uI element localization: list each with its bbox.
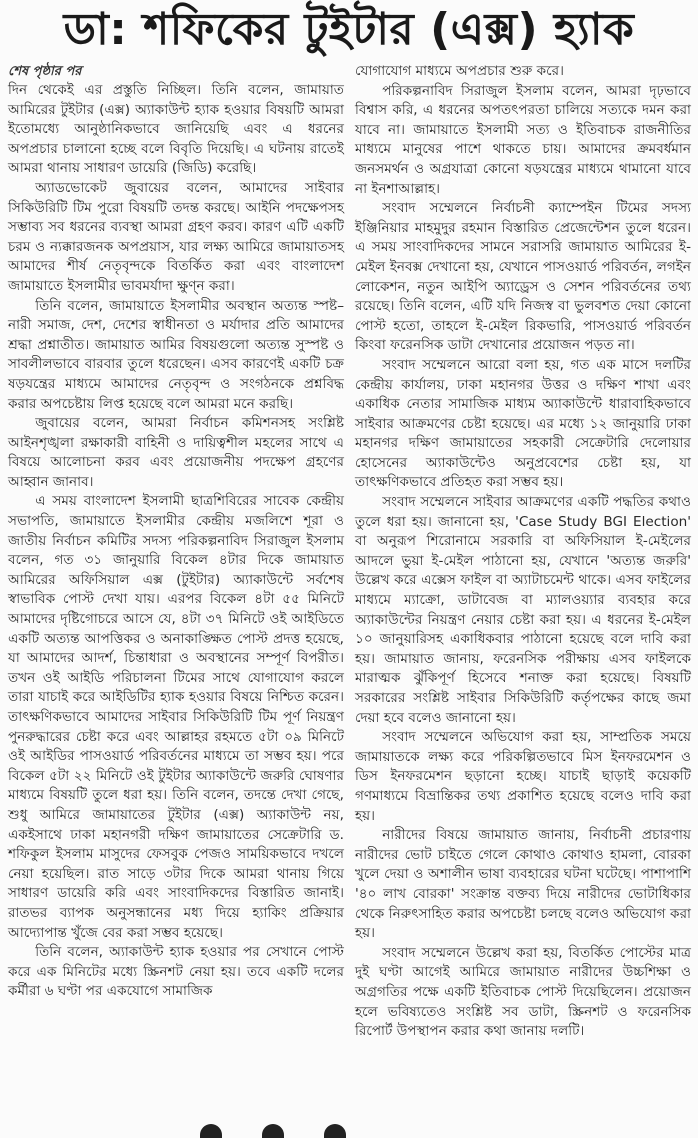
continued-from-label: শেষ পৃষ্ঠার পর <box>8 64 82 79</box>
article-column-left <box>8 62 344 1002</box>
article-paragraph: এ সময় বাংলাদেশ ইসলামী ছাত্রশিবিরের সাবেক কেন্দ্রীয় সভাপতি, জামায়াতে ইসলামীর কেন্দ্রীয় মজলিশে শূরা ও জাতীয় নির্বাচন কমিটির সদস্য পরিকল্পনাবিদ সিরাজুল ইসলাম বলেন, গত ৩১ জানুয়ারি বিকেল ৪টার দিকে জামায়াত আমিরের অফিসিয়াল এক্স (টুইটার) অ্যাকাউন্টে সর্বশেষ স্বাভাবিক পোস্ট দেখা যায়। এরপর বিকেল ৪টা ৫৫ মিনিটে আমাদের দৃষ্টিগোচরে আসে যে, ৪টা ৩৭ মিনিটে ওই আইডিতে একটি অত্যন্ত আপত্তিকর ও অনাকাঙ্ক্ষিত পোস্ট প্রদত্ত হয়েছে, যা আমাদের আদর্শ, চিন্তাধারা ও অবস্থানের সম্পূর্ণ বিপরীত। তখন ওই আইডি পরিচালনা টিমের সাথে যোগাযোগ করলে তারা যাচাই করে আইডিটির হ্যাক হওয়ার বিষয়ে নিশ্চিত করেন। তাৎক্ষণিকভাবে আমাদের সাইবার সিকিউরিটি টিম পূর্ণ নিয়ন্ত্রণ পুনরুদ্ধারের চেষ্টা করে এবং আল্লাহর রহমতে ৫টা ০৯ মিনিটে ওই আইডির পাসওয়ার্ড পরিবর্তনের মাধ্যমে তা সম্ভব হয়। পরে বিকেল ৫টা ২২ মিনিটে ওই টুইটার অ্যাকাউন্টে জরুরি ঘোষণার মাধ্যমে বিষয়টি তুলে ধরা হয়। তিনি বলেন, তদন্তে দেখা গেছে, শুধু আমিরে জামায়াতের টুইটার (এক্স) অ্যাকাউন্ট নয়, একইসাথে ঢাকা মহানগরী দক্ষিণ জামায়াতের সেক্রেটারি ড. শফিকুল ইসলাম মাসুদের ফেসবুক পেজও সাময়িকভাবে দখলে নেয়া হয়েছিল। রাত সাড়ে ৩টার দিকে আমরা থানায় গিয়ে সাধারণ ডায়েরি করি এবং সাংবাদিকদের বিস্তারিত জানাই। রাতভর ব্যাপক অনুসন্ধানের মধ্য দিয়ে হ্যাকিং প্রক্রিয়ার আদ্যোপান্ত খুঁজে বের করা সম্ভব হয়েছে। <box>8 493 344 941</box>
cropped-next-headline-fragment <box>200 1124 500 1138</box>
article-paragraph: পরিকল্পনাবিদ সিরাজুল ইসলাম বলেন, আমরা দৃঢ়ভাবে বিশ্বাস করি, এ ধরনের অপতৎপরতা চালিয়ে সত্যকে দমন করা যাবে না। জামায়াতে ইসলামী সত্য ও ইতিবাচক রাজনীতির মাধ্যমে মানুষের পাশে থাকতে চায়। আমাদের ক্রমবর্ধমান জনসমর্থন ও অগ্রযাত্রা কোনো ষড়যন্ত্রের মাধ্যমে থামানো যাবে না ইনশাআল্লাহ। <box>355 82 691 197</box>
article-paragraph: যোগাযোগ মাধ্যমে অপপ্রচার শুরু করে। <box>355 63 564 79</box>
article-paragraph: দিন থেকেই এর প্রস্তুতি নিচ্ছিল। তিনি বলেন, জামায়াত আমিরের টুইটার (এক্স) অ্যাকাউন্ট হ্যাক হওয়ার বিষয়টি আমরা ইতোমধ্যে আনুষ্ঠানিকভাবে জানিয়েছি এবং এ ধরনের অপপ্রচার চালানো হচ্ছে বলে বিবৃতি দিয়েছি। এ ঘটনায় রাতেই আমরা থানায় সাধারণ ডায়েরি (জিডি) করেছি। <box>8 82 344 177</box>
article-headline: ডা: শফিকের টুইটার (এক্স) হ্যাক <box>63 4 635 55</box>
article-paragraph: সংবাদ সম্মেলনে অভিযোগ করা হয়, সাম্প্রতিক সময়ে জামায়াতকে লক্ষ্য করে পরিকল্পিতভাবে মিস ইনফরমেশন ও ডিস ইনফরমেশন ছড়ানো হচ্ছে। যাচাই ছাড়াই কয়েকটি গণমাধ্যমে বিভ্রান্তিকর তথ্য প্রকাশিত হয়েছে বলেও দাবি করা হয়। <box>355 729 691 824</box>
glyph-fragment <box>324 1124 346 1138</box>
article-paragraph: সংবাদ সম্মেলনে সাইবার আক্রমণের একটি পদ্ধতির কথাও তুলে ধরা হয়। জানানো হয়, 'Case Study BGI Election' বা অনুরূপ শিরোনামে সরকারি বা অফিসিয়াল ই-মেইলের আদলে ভুয়া ই-মেইল পাঠানো হয়, যেখানে 'অত্যন্ত জরুরি' উল্লেখ করে এক্সেস ফাইল বা অ্যাটাচমেন্ট থাকে। এসব ফাইলের মাধ্যমে ম্যাক্রো, ডাটাবেজ বা ম্যালওয়্যার ব্যবহার করে অ্যাকাউন্টের নিয়ন্ত্রণ নেয়ার চেষ্টা করা হয়। এ ধরনের ই-মেইল ১০ জানুয়ারিসহ একাধিকবার পাঠানো হয়েছে বলে দাবি করা হয়। জামায়াত জানায়, ফরেনসিক পরীক্ষায় এসব ফাইলকে মারাত্মক ঝুঁকিপূর্ণ হিসেবে শনাক্ত করা হয়েছে। বিষয়টি সরকারের সংশ্লিষ্ট সাইবার সিকিউরিটি কর্তৃপক্ষের কাছে জমা দেয়া হবে বলেও জানানো হয়। <box>355 494 691 726</box>
article-paragraph: অ্যাডভোকেট জুবায়ের বলেন, আমাদের সাইবার সিকিউরিটি টিম পুরো বিষয়টি তদন্ত করছে। আইনি পদক্ষেপসহ সম্ভাব্য সব ধরনের ব্যবস্থা আমরা গ্রহণ করব। কারণ এটি একটি চরম ও ন্যক্কারজনক অপপ্রয়াস, যার লক্ষ্য আমিরে জামায়াতসহ আমাদের শীর্ষ নেতৃবৃন্দকে বিতর্কিত করা এবং বাংলাদেশ জামায়াতে ইসলামীর ভাবমর্যাদা ক্ষুণ্ন করা। <box>8 179 344 294</box>
article-column-right <box>355 62 691 1042</box>
article-paragraph: তিনি বলেন, জামায়াতে ইসলামীর অবস্থান অত্যন্ত স্পষ্ট– নারী সমাজ, দেশ, দেশের স্বাধীনতা ও মর্যাদার প্রতি আমাদের শ্রদ্ধা প্রশ্নাতীত। জামায়াত আমির বিষয়গুলো অত্যন্ত সুস্পষ্ট ও সাবলীলভাবে বারবার তুলে ধরেছেন। এসব কারণেই একটি চক্র ষড়যন্ত্রের মাধ্যমে আমাদের নেতৃবৃন্দ ও সংগঠনকে প্রশ্নবিদ্ধ করার অপচেষ্টায় লিপ্ত হয়েছে বলে আমরা মনে করছি। <box>8 297 344 412</box>
article-paragraph: নারীদের বিষয়ে জামায়াত জানায়, নির্বাচনী প্রচারণায় নারীদের ভোট চাইতে গেলে কোথাও কোথাও হামলা, বোরকা খুলে দেয়া ও অশালীন ভাষা ব্যবহারের ঘটনা ঘটেছে। পাশাপাশি '৪০ লাখ বোরকা' সংক্রান্ত বক্তব্য দিয়ে নারীদের ভোটাধিকার থেকে নিরুৎসাহিত করার অপচেষ্টা চলছে বলেও অভিযোগ করা হয়। <box>355 827 691 942</box>
article-paragraph: সংবাদ সম্মেলনে আরো বলা হয়, গত এক মাসে দলটির কেন্দ্রীয় কার্যালয়, ঢাকা মহানগর উত্তর ও দক্ষিণ শাখা এবং একাধিক নেতার সামাজিক মাধ্যম অ্যাকাউন্টে ধারাবাহিকভাবে সাইবার আক্রমণের চেষ্টা হয়েছে। এর মধ্যে ১২ জানুয়ারি ঢাকা মহানগর দক্ষিণ জামায়াতের সহকারী সেক্রেটারি দেলোয়ার হোসেনের অ্যাকাউন্টেও অনুপ্রবেশের চেষ্টা হয়, যা তাৎক্ষণিকভাবে প্রতিহত করা সম্ভব হয়। <box>355 356 691 491</box>
article-paragraph: জুবায়ের বলেন, আমরা নির্বাচন কমিশনসহ সংশ্লিষ্ট আইনশৃঙ্খলা রক্ষাকারী বাহিনী ও দায়িত্বশীল মহলের সাথে এ বিষয়ে আলোচনা করব এবং প্রয়োজনীয় পদক্ষেপ গ্রহণের আহ্বান জানাব। <box>8 415 344 490</box>
glyph-fragment <box>200 1124 222 1138</box>
glyph-fragment <box>262 1124 284 1138</box>
article-paragraph: সংবাদ সম্মেলনে নির্বাচনী ক্যাম্পেইন টিমের সদস্য ইঞ্জিনিয়ার মাহমুদুর রহমান বিস্তারিত প্রেজেন্টেশন তুলে ধরেন। এ সময় সাংবাদিকদের সামনে সরাসরি জামায়াত আমিরের ই-মেইল ইনবক্স দেখানো হয়, যেখানে পাসওয়ার্ড পরিবর্তন, লগইন লোকেশন, নতুন আইপি অ্যাড্রেস ও সেশন পরিবর্তনের তথ্য রয়েছে। তিনি বলেন, এটি যদি নিজস্ব বা ভুলবশত দেয়া কোনো পোস্ট হতো, তাহলে ই-মেইল রিকভারি, পাসওয়ার্ড পরিবর্তন কিংবা ফরেনসিক ডাটা দেখানোর প্রয়োজন পড়ত না। <box>355 200 691 354</box>
article-paragraph: তিনি বলেন, অ্যাকাউন্ট হ্যাক হওয়ার পর সেখানে পোস্ট করে এক মিনিটের মধ্যে স্ক্রিনশট নেয়া হয়। তবে একটি দলের কর্মীরা ৬ ঘণ্টা পর একযোগে সামাজিক <box>8 944 344 1000</box>
article-paragraph: সংবাদ সম্মেলনে উল্লেখ করা হয়, বিতর্কিত পোস্টের মাত্র দুই ঘণ্টা আগেই আমিরে জামায়াত নারীদের উচ্চশিক্ষা ও অগ্রগতির পক্ষে একটি ইতিবাচক পোস্ট দিয়েছিলেন। প্রয়োজন হলে ভবিষ্যতেও সংশ্লিষ্ট সব ডাটা, স্ক্রিনশট ও ফরেনসিক রিপোর্ট উপস্থাপন করার কথা জানায় দলটি। <box>355 944 691 1040</box>
